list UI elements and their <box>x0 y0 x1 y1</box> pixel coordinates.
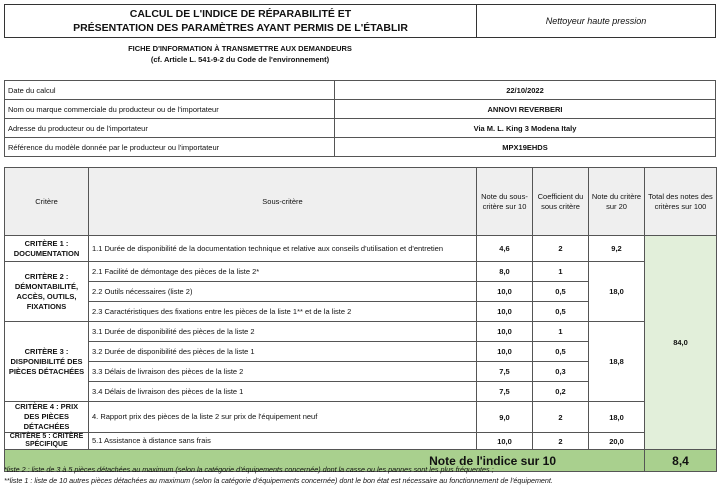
header-sous-critere: Sous-critère <box>89 168 477 236</box>
subcriterion-coef: 2 <box>533 402 589 433</box>
subcriterion-coef: 1 <box>533 322 589 342</box>
info-label: Référence du modèle donnée par le producteur ou l'importateur <box>5 138 335 157</box>
subcriterion-note: 10,0 <box>477 322 533 342</box>
subcriterion-coef: 0,5 <box>533 282 589 302</box>
info-row <box>5 81 716 100</box>
subcriterion-coef: 1 <box>533 262 589 282</box>
info-label: Nom ou marque commerciale du producteur ou de l'importateur <box>5 100 335 119</box>
subcriterion-note: 7,5 <box>477 362 533 382</box>
info-row <box>5 100 716 119</box>
info-table <box>4 80 716 157</box>
info-label: Adresse du producteur ou de l'importateur <box>5 119 335 138</box>
criterion-1-note: 9,2 <box>589 236 645 262</box>
fiche-subtitle <box>4 43 476 65</box>
header-note10: Note du sous-critère sur 10 <box>477 168 533 236</box>
subcriterion-label: 2.1 Facilité de démontage des pièces de la liste 2* <box>89 262 477 282</box>
footnote-liste-1: **liste 1 : liste de 10 autres pièces détachées au maximum (selon la catégorie d'équipements concernée) dont le bon état est nécessaire au fonctionnement de l'équipement. <box>4 476 553 485</box>
subcriterion-note: 10,0 <box>477 282 533 302</box>
subcriterion-note: 9,0 <box>477 402 533 433</box>
title-line-2: PRÉSENTATION DES PARAMÈTRES AYANT PERMIS DE L'ÉTABLIR <box>73 22 408 34</box>
score-table <box>4 167 717 472</box>
subcriterion-label: 3.3 Délais de livraison des pièces de la liste 2 <box>89 362 477 382</box>
subcriterion-note: 4,6 <box>477 236 533 262</box>
header-total: Total des notes des critères sur 100 <box>645 168 717 236</box>
criterion-2-note: 18,0 <box>589 262 645 322</box>
header-critere: Critère <box>5 168 89 236</box>
subcriterion-note: 10,0 <box>477 342 533 362</box>
title-line-1: CALCUL DE L'INDICE DE RÉPARABILITÉ ET <box>129 8 352 20</box>
subcriterion-label: 3.4 Délais de livraison des pièces de la liste 1 <box>89 382 477 402</box>
table-row <box>5 236 717 262</box>
info-row <box>5 138 716 157</box>
header-coef: Coefficient du sous critère <box>533 168 589 236</box>
total-100: 84,0 <box>645 236 717 450</box>
subcriterion-coef: 0,5 <box>533 342 589 362</box>
subcriterion-coef: 2 <box>533 433 589 450</box>
subcriterion-coef: 0,3 <box>533 362 589 382</box>
subcriterion-coef: 0,5 <box>533 302 589 322</box>
criterion-5: CRITÈRE 5 : CRITÈRE SPÉCIFIQUE <box>5 433 89 450</box>
product-type: Nettoyeur haute pression <box>545 16 647 26</box>
info-value: Via M. L. King 3 Modena Italy <box>335 119 716 138</box>
table-row <box>5 322 717 342</box>
info-label: Date du calcul <box>5 81 335 100</box>
criterion-5-note: 20,0 <box>589 433 645 450</box>
info-value: 22/10/2022 <box>335 81 716 100</box>
table-header-row <box>5 168 717 236</box>
fiche-line-2: (cf. Article L. 541-9-2 du Code de l'environnement) <box>150 55 330 64</box>
table-row <box>5 433 717 450</box>
criterion-4-note: 18,0 <box>589 402 645 433</box>
footnote-liste-2: *liste 2 : liste de 3 à 5 pièces détachées au maximum (selon la catégorie d'équipements concernée) dont la casse ou les pannes sont les plus fréquentes ; <box>4 465 494 474</box>
final-score-value: 8,4 <box>645 450 717 472</box>
table-row <box>5 402 717 433</box>
criterion-2: CRITÈRE 2 : DÉMONTABILITÉ, ACCÈS, OUTILS, FIXATIONS <box>5 262 89 322</box>
subcriterion-label: 3.1 Durée de disponibilité des pièces de la liste 2 <box>89 322 477 342</box>
fiche-line-1: FICHE D'INFORMATION À TRANSMETTRE AUX DEMANDEURS <box>128 44 352 53</box>
header <box>4 4 716 38</box>
subcriterion-coef: 2 <box>533 236 589 262</box>
header-note20: Note du critère sur 20 <box>589 168 645 236</box>
subcriterion-note: 7,5 <box>477 382 533 402</box>
info-row <box>5 119 716 138</box>
criterion-3-note: 18,8 <box>589 322 645 402</box>
criterion-3: CRITÈRE 3 : DISPONIBILITÉ DES PIÈCES DÉTACHÉES <box>5 322 89 402</box>
subcriterion-coef: 0,2 <box>533 382 589 402</box>
info-value: ANNOVI REVERBERI <box>335 100 716 119</box>
final-score-label: Note de l'indice sur 10 <box>5 450 645 472</box>
document-title <box>5 5 477 37</box>
subcriterion-label: 2.2 Outils nécessaires (liste 2) <box>89 282 477 302</box>
subcriterion-label: 2.3 Caractéristiques des fixations entre les pièces de la liste 1** et de la liste 2 <box>89 302 477 322</box>
subcriterion-note: 10,0 <box>477 433 533 450</box>
subcriterion-note: 8,0 <box>477 262 533 282</box>
criterion-4: CRITÈRE 4 : PRIX DES PIÈCES DÉTACHÉES <box>5 402 89 433</box>
criterion-1: CRITÈRE 1 : DOCUMENTATION <box>5 236 89 262</box>
footnotes <box>4 464 716 486</box>
subcriterion-label: 3.2 Durée de disponibilité des pièces de la liste 1 <box>89 342 477 362</box>
subcriterion-note: 10,0 <box>477 302 533 322</box>
subcriterion-label: 4. Rapport prix des pièces de la liste 2 sur prix de l'équipement neuf <box>89 402 477 433</box>
table-row <box>5 262 717 282</box>
subcriterion-label: 5.1 Assistance à distance sans frais <box>89 433 477 450</box>
info-value: MPX19EHDS <box>335 138 716 157</box>
subcriterion-label: 1.1 Durée de disponibilité de la documentation technique et relative aux conseils d'utilisation et d'entretien <box>89 236 477 262</box>
